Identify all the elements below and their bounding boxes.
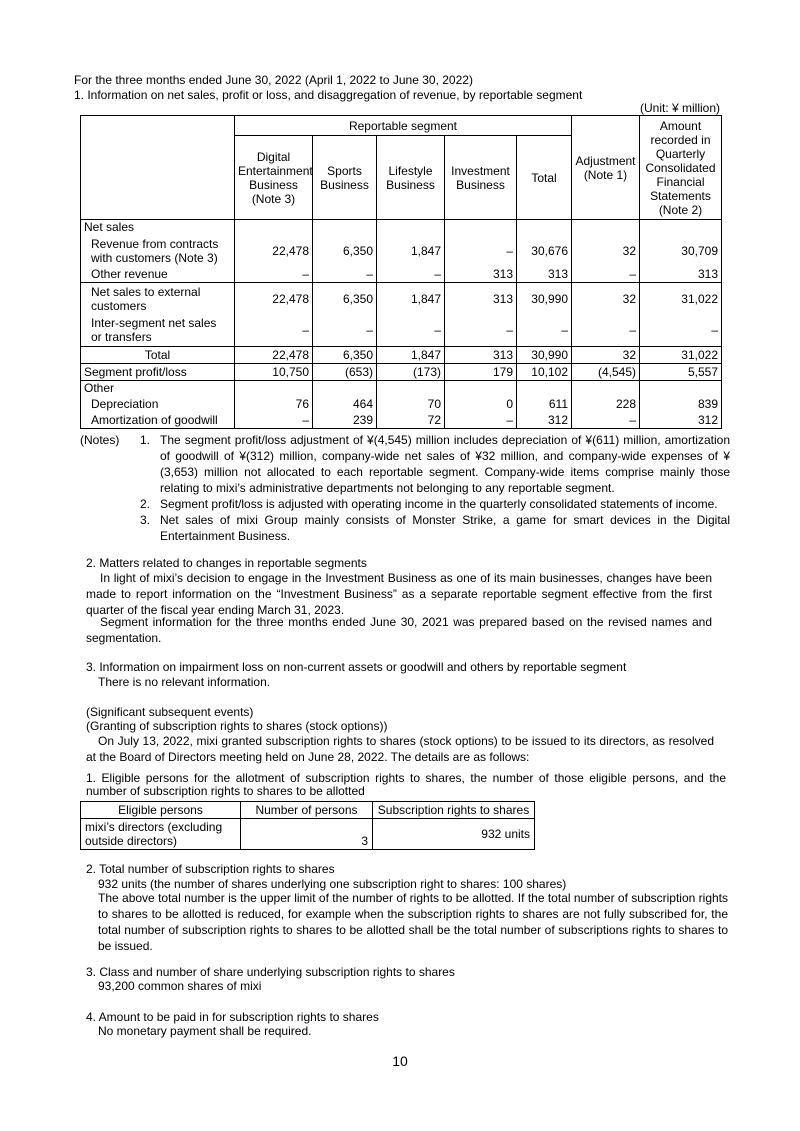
item2-body: The above total number is the upper limit of the number of rights to be allotted. If the total number of subscription rights to shares to be allotted is reduced, for example when the subscription rights to shares are not fully subscribed for, the total number of subscription rights to shares to be allotted shall be the total number of subscriptions rights to shares to be issued. — [98, 891, 728, 953]
eligible-persons-table — [80, 801, 535, 850]
segment-table — [80, 115, 722, 429]
cell: 30,676 — [517, 235, 572, 267]
external-customers-label: Net sales to external customers — [81, 283, 235, 315]
cell: – — [235, 413, 313, 429]
rights-cell: 932 units — [373, 819, 535, 850]
cell: 313 — [445, 267, 517, 283]
intersegment-label: Inter-segment net sales or transfers — [81, 315, 235, 347]
cell: – — [640, 315, 722, 347]
note-number: 1. — [140, 433, 151, 447]
lifestyle-header: Lifestyle Business — [377, 136, 445, 220]
cell: 31,022 — [640, 283, 722, 315]
cell: (4,545) — [572, 364, 640, 381]
cell: – — [445, 413, 517, 429]
cell: – — [377, 315, 445, 347]
other-label: Other — [81, 381, 235, 396]
section2-paragraph1: In light of mixi’s decision to engage in the Investment Business as one of its main businesses, changes have been made to report information on the “Investment Business” as a separate reportable segment effective from the first quarter of the fiscal year ending March 31, 2023. — [86, 571, 712, 617]
section1-heading: 1. Information on net sales, profit or loss, and disaggregation of revenue, by reportable segment — [74, 88, 583, 102]
section2-paragraph2: Segment information for the three months ended June 30, 2021 was prepared based on the revised names and segmentation. — [86, 615, 712, 645]
table-row — [81, 364, 722, 381]
section2-heading: 2. Matters related to changes in reportable segments — [86, 556, 367, 570]
table-row — [81, 381, 722, 396]
cell: 313 — [445, 283, 517, 315]
cell: 72 — [377, 413, 445, 429]
cell: 76 — [235, 396, 313, 413]
cell: – — [235, 315, 313, 347]
item4-body: No monetary payment shall be required. — [98, 1024, 312, 1038]
cell: 30,709 — [640, 235, 722, 267]
cell: 22,478 — [235, 347, 313, 364]
item4-heading: 4. Amount to be paid in for subscription rights to shares — [86, 1010, 379, 1024]
events-title: (Significant subsequent events) — [86, 705, 254, 719]
cell: – — [445, 315, 517, 347]
notes-block — [80, 432, 730, 544]
note-number: 2. — [140, 497, 151, 511]
cell: – — [377, 267, 445, 283]
cell: (173) — [377, 364, 445, 381]
cell: 22,478 — [235, 235, 313, 267]
cell: – — [572, 315, 640, 347]
depreciation-label: Depreciation — [81, 396, 235, 413]
note-text: The segment profit/loss adjustment of ¥(4,545) million includes depreciation of ¥(611) million, amortization of goodwill of ¥(312) million, company-wide net sales of ¥32 million, and company-wide expenses of ¥(3,653) million not allocated to each reportable segment. Company-wide items comprise mainly those relating to mixi’s administrative departments not belonging to any reportable segment. — [160, 433, 730, 495]
cell: (653) — [313, 364, 377, 381]
table-row — [81, 413, 722, 429]
cell: – — [235, 267, 313, 283]
cell: 313 — [517, 267, 572, 283]
cell: 30,990 — [517, 347, 572, 364]
net-sales-label: Net sales — [81, 220, 235, 235]
note-number: 3. — [140, 513, 151, 527]
reportable-segment-header: Reportable segment — [235, 116, 572, 136]
sports-header: Sports Business — [313, 136, 377, 220]
cell: 30,990 — [517, 283, 572, 315]
cell: 6,350 — [313, 235, 377, 267]
cell: 313 — [445, 347, 517, 364]
events-subtitle: (Granting of subscription rights to shares (stock options)) — [86, 719, 388, 733]
amount-recorded-header: Amount recorded in Quarterly Consolidated Financial Statements (Note 2) — [640, 116, 722, 220]
other-revenue-label: Other revenue — [81, 267, 235, 283]
cell: 1,847 — [377, 235, 445, 267]
table-row — [81, 819, 535, 850]
cell: 10,750 — [235, 364, 313, 381]
section3-heading: 3. Information on impairment loss on non-current assets or goodwill and others by reportable segment — [86, 660, 627, 674]
goodwill-label: Amortization of goodwill — [81, 413, 235, 429]
table-row — [81, 396, 722, 413]
adjustment-header: Adjustment (Note 1) — [572, 116, 640, 220]
cell: 32 — [572, 347, 640, 364]
investment-header: Investment Business — [445, 136, 517, 220]
cell: 31,022 — [640, 347, 722, 364]
period-heading: For the three months ended June 30, 2022 (April 1, 2022 to June 30, 2022) — [74, 73, 473, 87]
page-number: 10 — [392, 1053, 408, 1069]
table-row — [81, 267, 722, 283]
table-row — [81, 235, 722, 267]
subscription-rights-header: Subscription rights to shares — [373, 802, 535, 819]
cell: 70 — [377, 396, 445, 413]
cell: 6,350 — [313, 347, 377, 364]
cell: 32 — [572, 235, 640, 267]
revenue-contracts-label: Revenue from contracts with customers (Note 3) — [81, 235, 235, 267]
item3-heading: 3. Class and number of share underlying subscription rights to shares — [86, 965, 455, 979]
cell: – — [572, 413, 640, 429]
cell: 22,478 — [235, 283, 313, 315]
cell: 10,102 — [517, 364, 572, 381]
item2-line: 932 units (the number of shares underlying one subscription right to shares: 100 shares) — [98, 877, 567, 891]
cell: 6,350 — [313, 283, 377, 315]
table-row — [81, 347, 722, 364]
item3-body: 93,200 common shares of mixi — [98, 979, 262, 993]
total-header: Total — [517, 136, 572, 220]
cell: – — [313, 267, 377, 283]
notes-lead: (Notes) — [80, 433, 120, 447]
table-row — [81, 283, 722, 315]
item1-heading: 1. Eligible persons for the allotment of subscription rights to shares, the number of those eligible persons, and the number of subscription rights to shares to be allotted — [86, 771, 726, 798]
cell: 179 — [445, 364, 517, 381]
number-of-persons-header: Number of persons — [241, 802, 373, 819]
table-row — [81, 220, 722, 235]
unit-label: (Unit: ¥ million) — [639, 101, 720, 115]
total-label: Total — [81, 347, 235, 364]
table-row — [81, 315, 722, 347]
cell: 239 — [313, 413, 377, 429]
cell: 464 — [313, 396, 377, 413]
cell: – — [517, 315, 572, 347]
cell: – — [572, 267, 640, 283]
eligible-persons-header: Eligible persons — [81, 802, 241, 819]
section3-body: There is no relevant information. — [98, 675, 271, 689]
blank-header — [81, 116, 235, 220]
note-text: Net sales of mixi Group mainly consists of Monster Strike, a game for smart devices in the Digital Entertainment Business. — [160, 513, 730, 543]
cell: 228 — [572, 396, 640, 413]
eligible-persons-cell: mixi’s directors (excluding outside directors) — [81, 819, 241, 850]
cell: 0 — [445, 396, 517, 413]
persons-count-cell: 3 — [241, 819, 373, 850]
note-text: Segment profit/loss is adjusted with operating income in the quarterly consolidated statements of income. — [160, 497, 718, 511]
digital-entertainment-header: Digital Entertainment Business (Note 3) — [235, 136, 313, 220]
cell: 313 — [640, 267, 722, 283]
events-body: On July 13, 2022, mixi granted subscription rights to shares (stock options) to be issued to its directors, as resolved at the Board of Directors meeting held on June 28, 2022. The details are as follows: — [86, 734, 714, 764]
cell: 5,557 — [640, 364, 722, 381]
cell: 1,847 — [377, 347, 445, 364]
item2-heading: 2. Total number of subscription rights to shares — [86, 862, 335, 876]
cell: 32 — [572, 283, 640, 315]
cell: – — [445, 235, 517, 267]
cell: 312 — [517, 413, 572, 429]
cell: 1,847 — [377, 283, 445, 315]
cell: 312 — [640, 413, 722, 429]
segment-profit-label: Segment profit/loss — [81, 364, 235, 381]
cell: 611 — [517, 396, 572, 413]
cell: – — [313, 315, 377, 347]
cell: 839 — [640, 396, 722, 413]
